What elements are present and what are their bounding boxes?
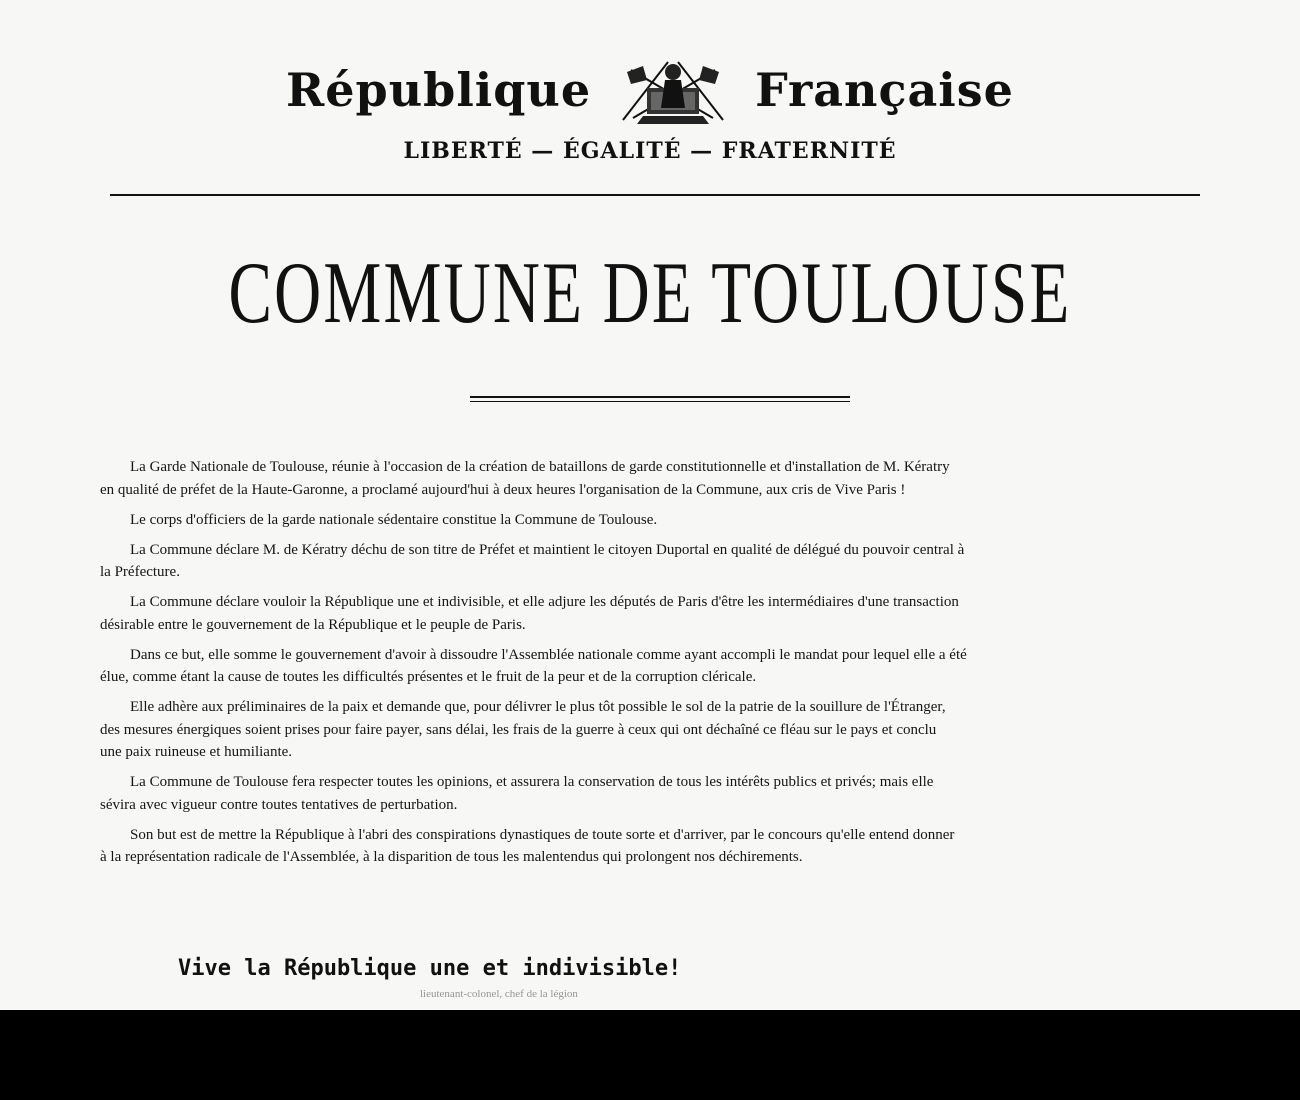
paragraph-line: des mesures énergiques soient prises pour faire payer, sans délai, les frais de la guerre à ceux qui ont déchaîné ce fléau sur le pays et conclu <box>100 721 937 738</box>
republic-emblem-icon <box>613 50 733 130</box>
header-left-word: République <box>286 63 592 117</box>
paragraph-line: en qualité de préfet de la Haute-Garonne, a proclamé aujourd'hui à deux heures l'organisation de la Commune, aux cris de Vive Paris ! <box>100 481 906 498</box>
proclamation-paragraph <box>100 509 1210 532</box>
title-underline <box>470 396 850 405</box>
bottom-band <box>0 1010 1300 1100</box>
faded-signature: lieutenant-colonel, chef de la légion <box>420 988 578 1000</box>
paragraph-line: une paix ruineuse et humiliante. <box>100 744 293 760</box>
paragraph-line: La Garde Nationale de Toulouse, réunie à l'occasion de la création de bataillons de garde constitutionnelle et d'installation de M. Kératry <box>130 459 950 475</box>
paragraph-line: La Commune déclare vouloir la République une et indivisible, et elle adjure les députés de Paris d'être les intermédiaires d'une transaction <box>130 594 959 610</box>
proclamation-paragraph <box>100 771 1210 816</box>
proclamation-paragraph <box>100 591 1210 636</box>
proclamation-paragraph <box>100 824 1210 869</box>
paragraph-line: la Préfecture. <box>100 564 180 580</box>
paragraph-line: désirable entre le gouvernement de la République et le peuple de Paris. <box>100 616 526 633</box>
top-rule <box>110 194 1200 196</box>
proclamation-paragraph <box>100 456 1210 501</box>
motto: LIBERTÉ — ÉGALITÉ — FRATERNITÉ <box>403 138 897 164</box>
paragraph-line: Son but est de mettre la République à l'abri des conspirations dynastiques de toute sorte et d'arriver, par le concours qu'elle entend donner <box>130 826 955 843</box>
proclamation-paragraph <box>100 539 1210 584</box>
paragraph-line: Le corps d'officiers de la garde nationale sédentaire constitue la Commune de Toulouse. <box>130 511 658 528</box>
page-title: COMMUNE DE TOULOUSE <box>228 245 1072 342</box>
paragraph-line: La Commune de Toulouse fera respecter toutes les opinions, et assurera la conservation de tous les intérêts publics et privés; mais elle <box>130 774 934 790</box>
paragraph-line: La Commune déclare M. de Kératry déchu de son titre de Préfet et maintient le citoyen Duportal en qualité de délégué du pouvoir central à <box>130 541 965 558</box>
paragraph-line: Elle adhère aux préliminaires de la paix et demande que, pour délivrer le plus tôt possible le sol de la patrie de la souillure de l'Étranger, <box>130 699 946 715</box>
poster-header <box>0 50 1300 130</box>
closing-slogan: Vive la République une et indivisible! <box>178 956 682 981</box>
proclamation-paragraph <box>100 696 1210 764</box>
paragraph-line: Dans ce but, elle somme le gouvernement d'avoir à dissoudre l'Assemblée nationale comme ayant accompli le mandat pour lequel elle a été <box>130 646 967 663</box>
paragraph-line: à la représentation radicale de l'Assemblée, à la disparition de tous les malentendus qui prolongent nos déchirements. <box>100 849 803 865</box>
proclamation-paragraph <box>100 644 1210 689</box>
proclamation-body <box>100 456 1210 876</box>
header-right-word: Française <box>755 63 1014 117</box>
paragraph-line: élue, comme étant la cause de toutes les difficultés présentes et le fruit de la peur et de la corruption cléricale. <box>100 669 757 685</box>
paragraph-line: sévira avec vigueur contre toutes tentatives de perturbation. <box>100 796 458 813</box>
